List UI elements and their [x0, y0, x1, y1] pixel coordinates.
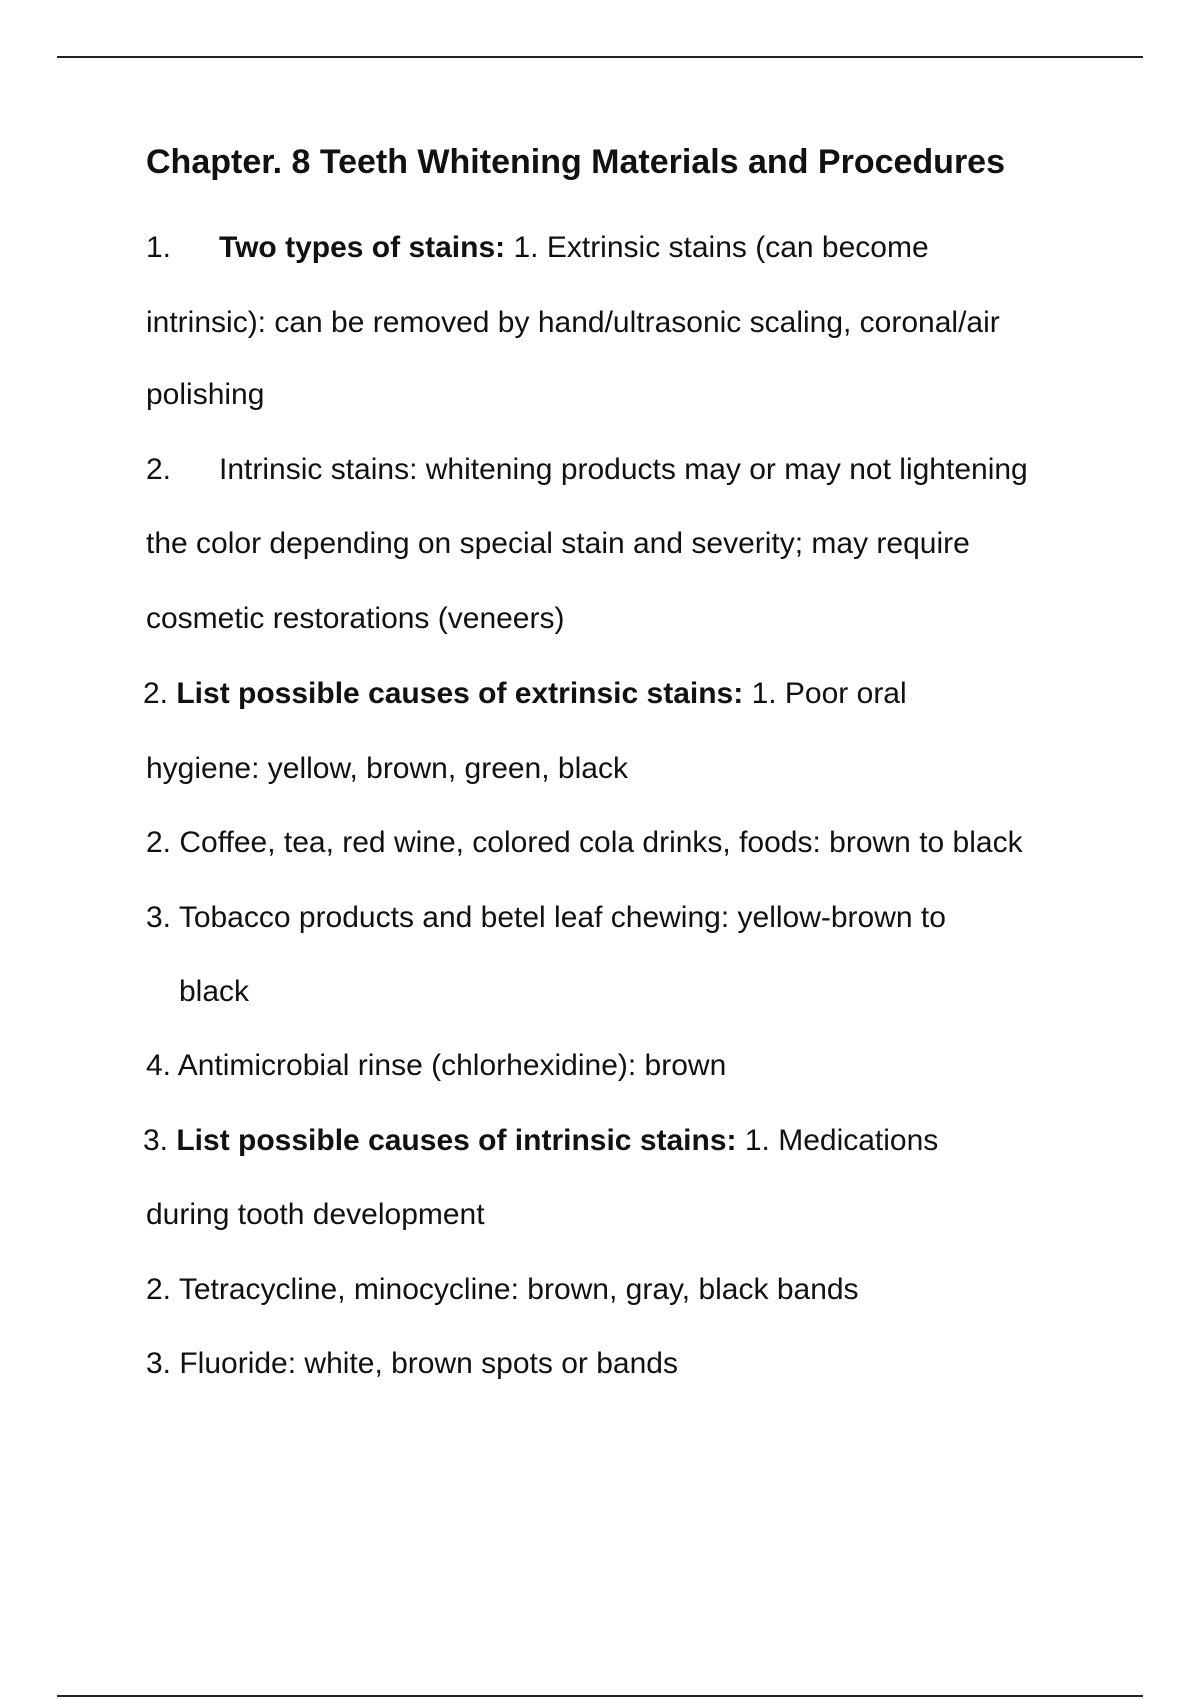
section-2-item-4: 4. Antimicrobial rinse (chlorhexidine): brown [146, 1049, 727, 1082]
page-title: Chapter. 8 Teeth Whitening Materials and Procedures [146, 143, 1005, 181]
section-3-line-2: during tooth development [146, 1198, 485, 1231]
top-rule [57, 56, 1143, 58]
section-3-line-1-text: 1. Medications [736, 1124, 939, 1157]
section-1-line-3: polishing [146, 378, 265, 411]
section-1-line-1-text: 1. Extrinsic stains (can become [505, 231, 929, 264]
section-2-item-3-line-2: black [179, 975, 250, 1008]
section-3-line-1 [143, 1123, 938, 1159]
section-1-number: 1. [146, 231, 172, 264]
section-1-item-2-line-1 [146, 452, 1028, 488]
section-3-item-2: 2. Tetracycline, minocycline: brown, gray, black bands [146, 1273, 859, 1306]
section-1-line-1 [146, 230, 929, 266]
section-2-item-3-line-1: 3. Tobacco products and betel leaf chewing: yellow-brown to [146, 901, 946, 934]
section-1-heading: Two types of stains: [219, 231, 506, 264]
section-1-item-2-number: 2. [146, 453, 172, 486]
section-2-heading: List possible causes of extrinsic stains: [176, 677, 744, 710]
section-1-item-2-line-2: the color depending on special stain and severity; may require [146, 527, 970, 560]
section-1-item-2-line-3: cosmetic restorations (veneers) [146, 602, 565, 635]
bottom-rule [57, 1695, 1143, 1697]
section-1-line-2: intrinsic): can be removed by hand/ultrasonic scaling, coronal/air [146, 306, 1000, 339]
section-2-line-1 [143, 676, 907, 712]
section-3-heading: List possible causes of intrinsic stains: [176, 1124, 737, 1157]
section-3-item-3: 3. Fluoride: white, brown spots or bands [146, 1347, 678, 1380]
section-2-item-2: 2. Coffee, tea, red wine, colored cola drinks, foods: brown to black [146, 826, 1023, 859]
section-2-line-1-text: 1. Poor oral [743, 677, 907, 710]
section-2-line-2: hygiene: yellow, brown, green, black [146, 752, 628, 785]
section-3-number: 3. [143, 1124, 177, 1157]
section-1-item-2-text: Intrinsic stains: whitening products may or may not lightening [219, 453, 1028, 486]
section-2-number: 2. [143, 677, 177, 710]
